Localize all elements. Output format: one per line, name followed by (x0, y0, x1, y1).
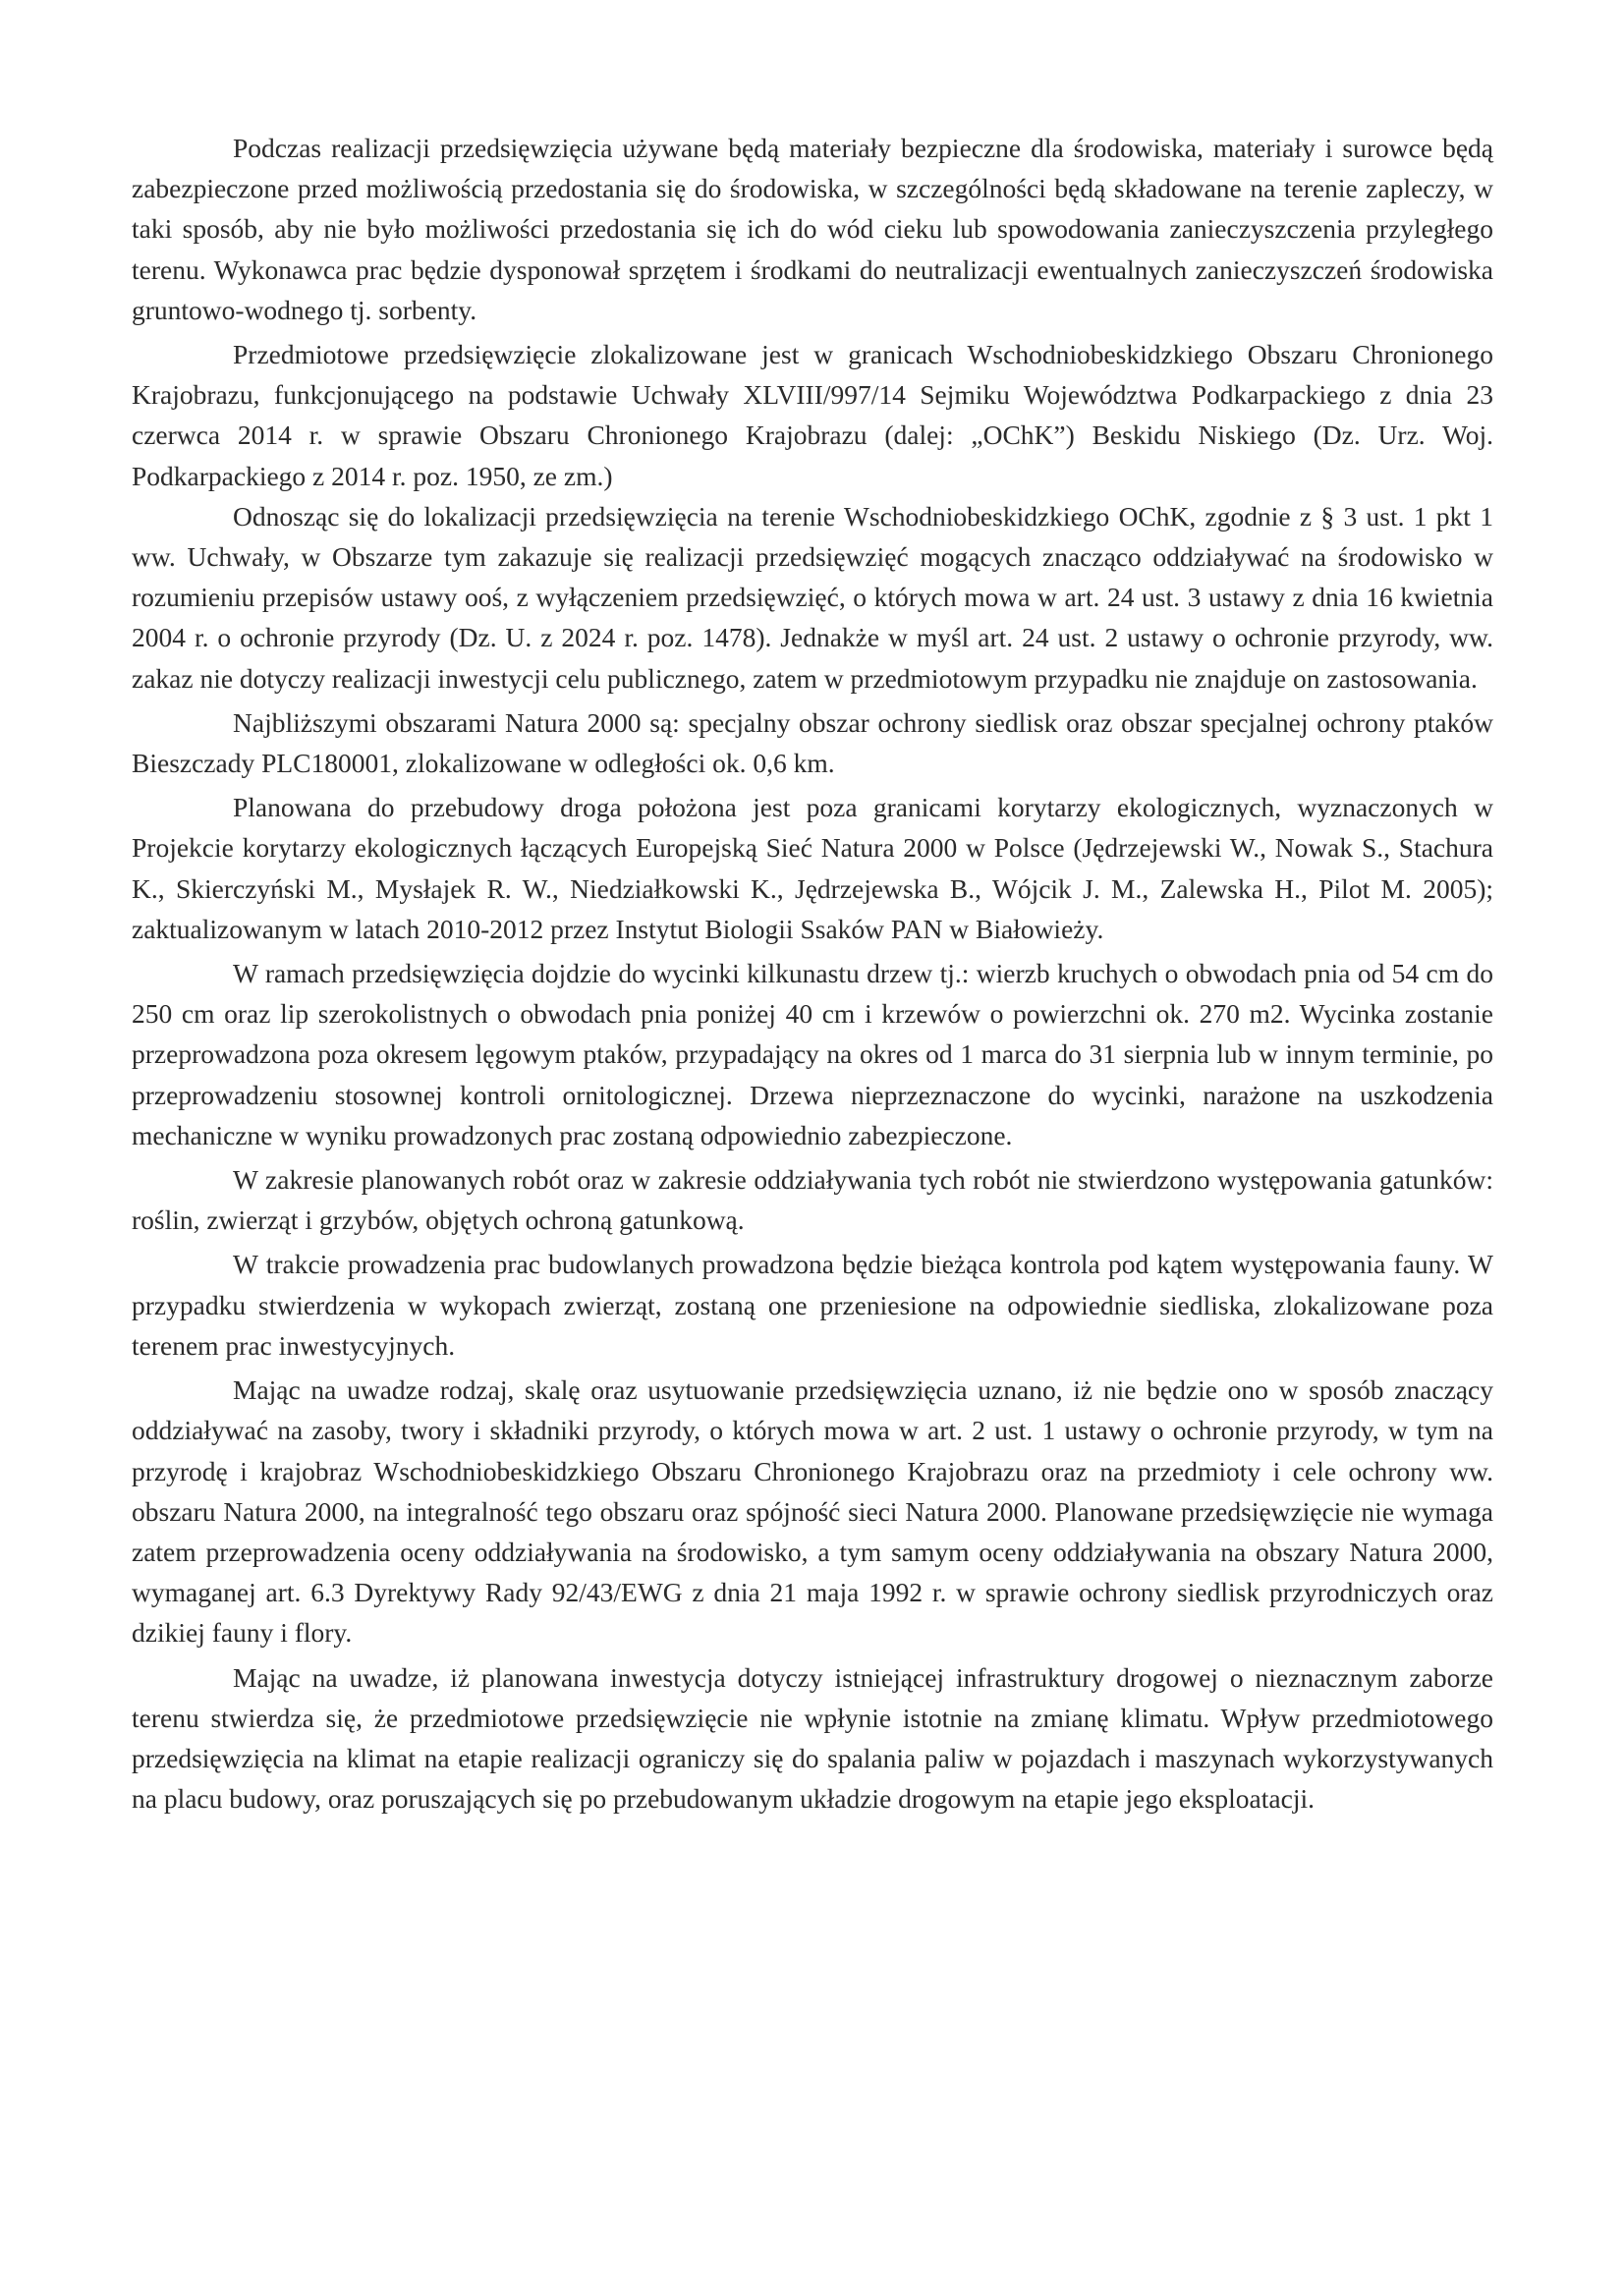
paragraph-impact-assessment: Mając na uwadze rodzaj, skalę oraz usytuowanie przedsięwzięcia uznano, iż nie będzie ono w sposób znaczący oddziaływać na zasoby, twory i składniki przyrody, o których mowa w art. 2 ust. 1 ustawy o ochronie przyrody, w tym na przyrodę i krajobraz Wschodniobeskidzkiego Obszaru Chronionego Krajobrazu oraz na przedmioty i cele ochrony ww. obszaru Natura 2000, na integralność tego obszaru oraz spójność sieci Natura 2000. Planowane przedsięwzięcie nie wymaga zatem przeprowadzenia oceny oddziaływania na środowisko, a tym samym oceny oddziaływania na obszary Natura 2000, wymaganej art. 6.3 Dyrektywy Rady 92/43/EWG z dnia 21 maja 1992 r. w sprawie ochrony siedlisk przyrodniczych oraz dzikiej fauny i flory. (132, 1374, 1493, 1649)
paragraph-natura-2000: Najbliższymi obszarami Natura 2000 są: specjalny obszar ochrony siedlisk oraz obszar specjalnej ochrony ptaków Bieszczady PLC180001, zlokalizowane w odległości ok. 0,6 km. (132, 706, 1493, 779)
paragraph-location-ochk: Przedmiotowe przedsięwzięcie zlokalizowane jest w granicach Wschodniobeskidzkiego Obszaru Chronionego Krajobrazu, funkcjonującego na podstawie Uchwały XLVIII/997/14 Sejmiku Województwa Podkarpackiego z dnia 23 czerwca 2014 r. w sprawie Obszaru Chronionego Krajobrazu (dalej: „OChK”) Beskidu Niskiego (Dz. Urz. Woj. Podkarpackiego z 2014 r. poz. 1950, ze zm.) (132, 339, 1493, 491)
paragraph-ochk-prohibition: Odnosząc się do lokalizacji przedsięwzięcia na terenie Wschodniobeskidzkiego OChK, zgodnie z § 3 ust. 1 pkt 1 ww. Uchwały, w Obszarze tym zakazuje się realizacji przedsięwzięć mogących znacząco oddziaływać na środowisko w rozumieniu przepisów ustawy ooś, z wyłączeniem przedsięwzięć, o których mowa w art. 24 ust. 3 ustawy z dnia 16 kwietnia 2004 r. o ochronie przyrody (Dz. U. z 2024 r. poz. 1478). Jednakże w myśl art. 24 ust. 2 ustawy o ochronie przyrody, ww. zakaz nie dotyczy realizacji inwestycji celu publicznego, zatem w przedmiotowym przypadku nie znajduje on zastosowania. (132, 500, 1493, 694)
paragraph-protected-species: W zakresie planowanych robót oraz w zakresie oddziaływania tych robót nie stwierdzono występowania gatunków: roślin, zwierząt i grzybów, objętych ochroną gatunkową. (132, 1164, 1493, 1236)
paragraph-fauna-control: W trakcie prowadzenia prac budowlanych prowadzona będzie bieżąca kontrola pod kątem występowania fauny. W przypadku stwierdzenia w wykopach zwierząt, zostaną one przeniesione na odpowiednie siedliska, zlokalizowane poza terenem prac inwestycyjnych. (132, 1249, 1493, 1361)
paragraph-climate: Mając na uwadze, iż planowana inwestycja dotyczy istniejącej infrastruktury drogowej o nieznacznym zaborze terenu stwierdza się, że przedmiotowe przedsięwzięcie nie wpłynie istotnie na zmianę klimatu. Wpływ przedmiotowego przedsięwzięcia na klimat na etapie realizacji ograniczy się do spalania paliw w pojazdach i maszynach wykorzystywanych na placu budowy, oraz poruszających się po przebudowanym układzie drogowym na etapie jego eksploatacji. (132, 1661, 1493, 1815)
paragraph-materials: Podczas realizacji przedsięwzięcia używane będą materiały bezpieczne dla środowiska, materiały i surowce będą zabezpieczone przed możliwością przedostania się do środowiska, w szczególności będą składowane na terenie zapleczy, w taki sposób, aby nie było możliwości przedostania się ich do wód cieku lub spowodowania zanieczyszczenia przyległego terenu. Wykonawca prac będzie dysponował sprzętem i środkami do neutralizacji ewentualnych zanieczyszczeń środowiska gruntowo-wodnego tj. sorbenty. (132, 133, 1493, 325)
paragraph-tree-felling: W ramach przedsięwzięcia dojdzie do wycinki kilkunastu drzew tj.: wierzb kruchych o obwodach pnia od 54 cm do 250 cm oraz lip szerokolistnych o obwodach pnia poniżej 40 cm i krzewów o powierzchni ok. 270 m2. Wycinka zostanie przeprowadzona poza okresem lęgowym ptaków, przypadający na okres od 1 marca do 31 sierpnia lub w innym terminie, po przeprowadzeniu stosownej kontroli ornitologicznej. Drzewa nieprzeznaczone do wycinki, narażone na uszkodzenia mechaniczne w wyniku prowadzonych prac zostaną odpowiednio zabezpieczone. (132, 958, 1493, 1150)
document-page (132, 128, 1493, 1822)
paragraph-ecological-corridors: Planowana do przebudowy droga położona jest poza granicami korytarzy ekologicznych, wyznaczonych w Projekcie korytarzy ekologicznych łączących Europejską Sieć Natura 2000 w Polsce (Jędrzejewski W., Nowak S., Stachura K., Skierczyński M., Mysłajek R. W., Niedziałkowski K., Jędrzejewska B., Wójcik J. M., Zalewska H., Pilot M. 2005); zaktualizowanym w latach 2010-2012 przez Instytut Biologii Ssaków PAN w Białowieży. (132, 792, 1493, 944)
